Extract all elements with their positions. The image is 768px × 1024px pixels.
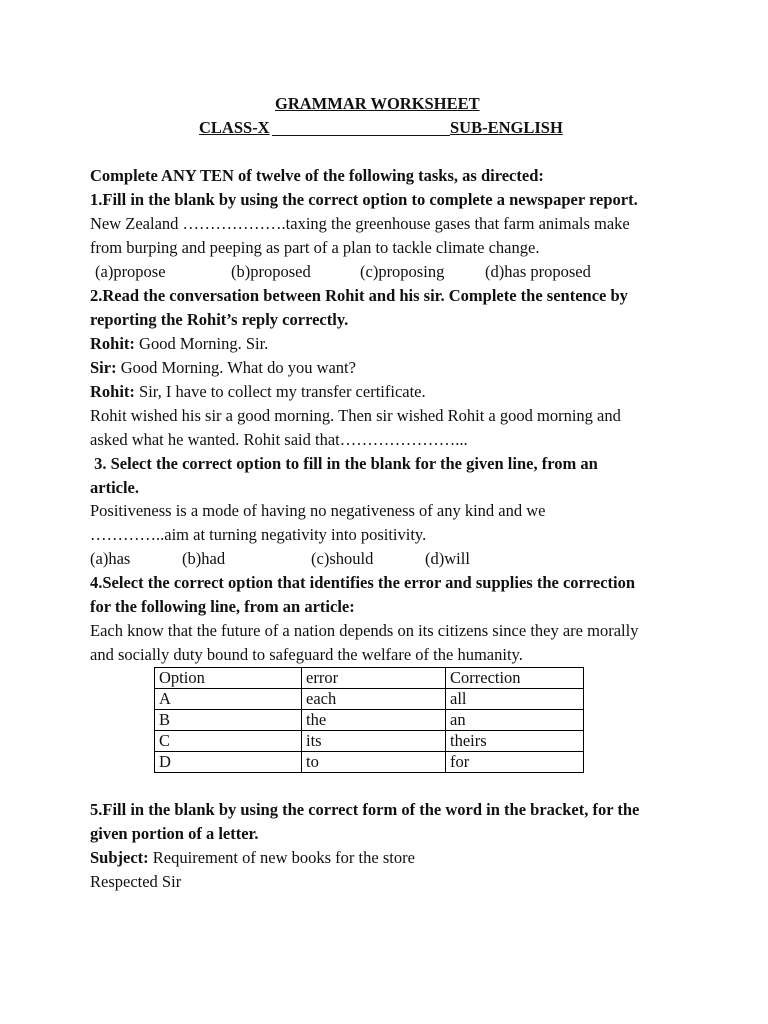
table-row [155, 710, 584, 731]
q1-text-line2: from burping and peeping as part of a plan to tackle climate change. [90, 238, 540, 257]
q2-heading-line1: 2.Read the conversation between Rohit and his sir. Complete the sentence by [90, 286, 628, 305]
dialogue-text: Sir, I have to collect my transfer certificate. [134, 382, 426, 401]
table-cell: theirs [446, 731, 584, 752]
subject-label-text: Subject: [90, 848, 149, 867]
table-header-cell: Option [155, 668, 302, 689]
table-cell: for [446, 752, 584, 773]
q4-heading-line2: for the following line, from an article: [90, 597, 355, 616]
q2-dialogue-line-3 [90, 382, 426, 402]
table-cell: B [155, 710, 302, 731]
q4-text-line2: and socially duty bound to safeguard the welfare of the humanity. [90, 645, 523, 664]
q2-text-line2: asked what he wanted. Rohit said that…………………... [90, 430, 468, 449]
table-row [155, 752, 584, 773]
table-header-cell: Correction [446, 668, 584, 689]
table-cell: the [302, 710, 446, 731]
header-underline-gap [272, 118, 450, 136]
subject-label: SUB-ENGLISH [450, 118, 563, 137]
table-header-cell: error [302, 668, 446, 689]
table-header-row [155, 668, 584, 689]
table-cell: A [155, 689, 302, 710]
q1-option-b: (b)proposed [231, 262, 311, 281]
q3-text-line1: Positiveness is a mode of having no negativeness of any kind and we [90, 501, 546, 520]
table-cell: D [155, 752, 302, 773]
table-cell: an [446, 710, 584, 731]
subject-text: Requirement of new books for the store [148, 848, 415, 867]
q1-option-c: (c)proposing [360, 262, 445, 281]
q1-text-line1: New Zealand ……………….taxing the greenhouse gases that farm animals make [90, 214, 630, 233]
q1-option-d: (d)has proposed [485, 262, 591, 281]
table-cell: C [155, 731, 302, 752]
q3-heading-line2: article. [90, 478, 140, 497]
worksheet-title: GRAMMAR WORKSHEET [275, 94, 480, 113]
q3-option-d: (d)will [425, 549, 470, 568]
table-cell: each [302, 689, 446, 710]
dialogue-text: Good Morning. What do you want? [116, 358, 356, 377]
q2-dialogue-line-1 [90, 334, 268, 354]
q3-text-line2: …………..aim at turning negativity into positivity. [90, 525, 427, 544]
table-cell: its [302, 731, 446, 752]
table-cell: all [446, 689, 584, 710]
q5-heading-line1: 5.Fill in the blank by using the correct form of the word in the bracket, for the [90, 800, 640, 819]
instructions: Complete ANY TEN of twelve of the following tasks, as directed: [90, 166, 544, 185]
q1-option-a: (a)propose [95, 262, 166, 281]
q3-heading-line1: 3. Select the correct option to fill in the blank for the given line, from an [90, 454, 598, 473]
q3-option-b: (b)had [182, 549, 226, 568]
q3-option-c: (c)should [311, 549, 374, 568]
class-label: CLASS-X [199, 118, 270, 137]
q3-option-a: (a)has [90, 549, 131, 568]
q4-heading-line1: 4.Select the correct option that identifies the error and supplies the correction [90, 573, 636, 592]
options-table [154, 667, 584, 773]
dialogue-text: Good Morning. Sir. [134, 334, 269, 353]
q1-heading: 1.Fill in the blank by using the correct option to complete a newspaper report. [90, 190, 638, 209]
q2-heading-line2: reporting the Rohit’s reply correctly. [90, 310, 349, 329]
speaker-name: Rohit: [90, 382, 135, 401]
table-cell: to [302, 752, 446, 773]
table-row [155, 689, 584, 710]
q5-salutation: Respected Sir [90, 872, 182, 891]
q2-text-line1: Rohit wished his sir a good morning. Then sir wished Rohit a good morning and [90, 406, 621, 425]
speaker-name: Sir: [90, 358, 117, 377]
q5-heading-line2: given portion of a letter. [90, 824, 259, 843]
q4-text-line1: Each know that the future of a nation depends on its citizens since they are morally [90, 621, 639, 640]
speaker-name: Rohit: [90, 334, 135, 353]
q2-dialogue-line-2 [90, 358, 356, 378]
table-row [155, 731, 584, 752]
q5-subject-line [90, 848, 415, 868]
